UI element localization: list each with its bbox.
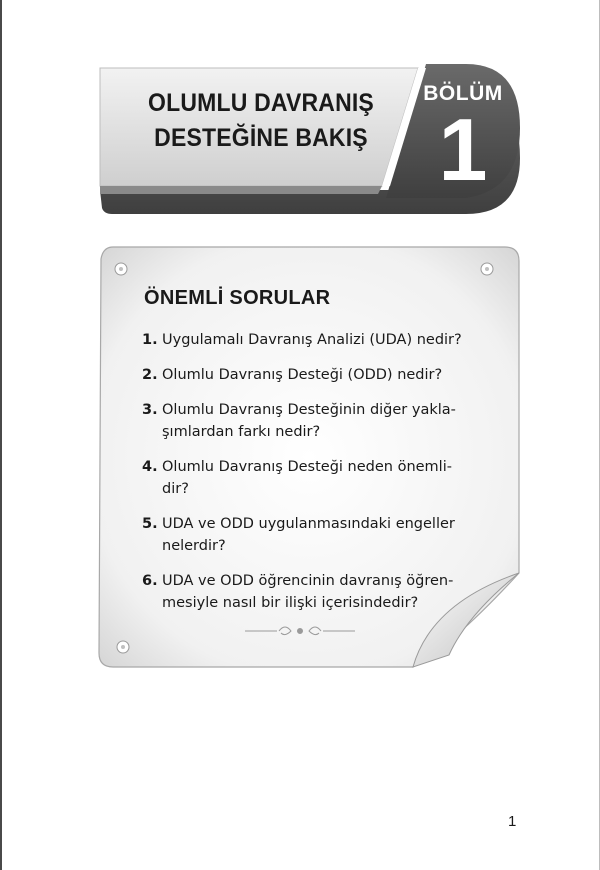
chapter-label: BÖLÜM (423, 82, 503, 105)
question-text: mesiyle nasıl bir ilişki içerisindedir? (162, 595, 419, 611)
question-number: 1. (142, 332, 158, 348)
key-questions-card (95, 243, 525, 673)
question-text: Olumlu Davranış Desteğinin diğer yakla- (162, 402, 456, 418)
question-number: 5. (142, 516, 158, 532)
question-number: 4. (142, 459, 158, 475)
question-text: dir? (162, 481, 189, 497)
question-text: UDA ve ODD uygulanmasındaki engeller (162, 516, 455, 532)
list-item (142, 399, 487, 443)
list-item (142, 513, 487, 557)
question-text: UDA ve ODD öğrencinin davranış öğren- (162, 573, 454, 589)
key-questions-heading: ÖNEMLİ SORULAR (144, 287, 331, 309)
question-text: nelerdir? (162, 538, 226, 554)
question-text: şımlardan farkı nedir? (162, 424, 321, 440)
question-number: 2. (142, 367, 158, 383)
list-item (142, 329, 487, 351)
question-number: 6. (142, 573, 158, 589)
chapter-title (128, 86, 395, 156)
list-item (142, 570, 487, 614)
question-text: Uygulamalı Davranış Analizi (UDA) nedir? (162, 332, 462, 348)
chapter-number: 1 (438, 100, 488, 199)
questions-list (142, 329, 487, 627)
list-item (142, 364, 487, 386)
question-text: Olumlu Davranış Desteği neden önemli- (162, 459, 452, 475)
chapter-banner (96, 58, 526, 218)
page-left-border (0, 0, 2, 870)
list-item (142, 456, 487, 500)
question-number: 3. (142, 402, 158, 418)
question-text: Olumlu Davranış Desteği (ODD) nedir? (162, 367, 443, 383)
chapter-title-line-1: OLUMLU DAVRANIŞ (148, 89, 374, 117)
chapter-title-line-2: DESTEĞİNE BAKIŞ (154, 124, 368, 152)
page-number: 1 (508, 813, 517, 830)
